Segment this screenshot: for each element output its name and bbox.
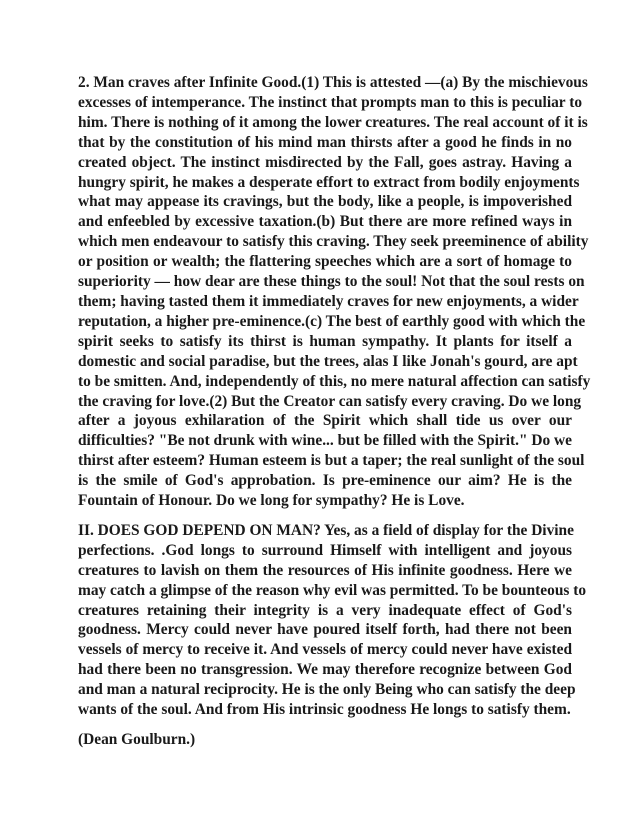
paragraph-does-god-depend: [78, 521, 587, 720]
text-line: wants of the soul. And from His intrinsic goodness He longs to satisfy them.: [78, 701, 571, 719]
text-line: and enfeebled by excessive taxation.(b) But there are more refined ways in: [78, 213, 572, 231]
paragraph-man-craves: [78, 73, 591, 511]
attribution-text: (Dean Goulburn.): [78, 731, 196, 748]
text-line: or position or wealth; the flattering speeches which are a sort of homage to: [78, 253, 572, 271]
text-line: what may appease its cravings, but the body, like a people, is impoverished: [78, 193, 572, 211]
document-page: [78, 73, 591, 760]
text-line: which men endeavour to satisfy this craving. They seek preeminence of ability: [78, 233, 589, 251]
text-line: vessels of mercy to receive it. And vessels of mercy could never have existed: [78, 641, 572, 659]
text-line: that by the constitution of his mind man thirsts after a good he finds in no: [78, 133, 572, 151]
text-line: creatures retaining their integrity is a very inadequate effect of God's: [78, 601, 572, 619]
text-line: 2. Man craves after Infinite Good.(1) This is attested —(a) By the mischievous: [78, 74, 588, 91]
text-line: them; having tasted them it immediately craves for new enjoyments, a wider: [78, 292, 579, 310]
text-line: Fountain of Honour. Do we long for sympathy? He is Love.: [78, 492, 465, 510]
text-line: superiority — how dear are these things to the soul! Not that the soul rests on: [78, 273, 585, 291]
text-line: goodness. Mercy could never have poured itself forth, had there not been: [78, 621, 572, 639]
text-line: spirit seeks to satisfy its thirst is human sympathy. It plants for itself a: [78, 332, 572, 350]
text-line: him. There is nothing of it among the lower creatures. The real account of it is: [78, 113, 588, 131]
text-line: domestic and social paradise, but the trees, alas I like Jonah's gourd, are apt: [78, 352, 578, 370]
text-line: reputation, a higher pre-eminence.(c) The best of earthly good with which the: [78, 312, 586, 330]
text-line: perfections. .God longs to surround Himself with intelligent and joyous: [78, 541, 572, 559]
text-line: creatures to lavish on them the resources of His infinite goodness. Here we: [78, 561, 572, 579]
text-line: the craving for love.(2) But the Creator can satisfy every craving. Do we long: [78, 392, 582, 410]
text-line: II. DOES GOD DEPEND ON MAN? Yes, as a field of display for the Divine: [78, 521, 574, 539]
text-line: difficulties? "Be not drunk with wine... but be filled with the Spirit." Do we: [78, 432, 572, 450]
text-line: to be smitten. And, independently of this, no mere natural affection can satisfy: [78, 372, 591, 390]
text-line: had there been no transgression. We may therefore recognize between God: [78, 661, 572, 679]
text-line: created object. The instinct misdirected by the Fall, goes astray. Having a: [78, 153, 572, 171]
text-line: hungry spirit, he makes a desperate effort to extract from bodily enjoyments: [78, 173, 580, 191]
text-line: is the smile of God's approbation. Is pre-eminence our aim? He is the: [78, 472, 572, 490]
text-line: and man a natural reciprocity. He is the only Being who can satisfy the deep: [78, 681, 576, 699]
text-line: thirst after esteem? Human esteem is but a taper; the real sunlight of the soul: [78, 452, 585, 470]
text-line: excesses of intemperance. The instinct that prompts man to this is peculiar to: [78, 93, 583, 111]
text-line: after a joyous exhilaration of the Spirit which shall tide us over our: [78, 412, 572, 430]
text-line: may catch a glimpse of the reason why evil was permitted. To be bounteous to: [78, 581, 587, 599]
attribution: [78, 730, 572, 750]
